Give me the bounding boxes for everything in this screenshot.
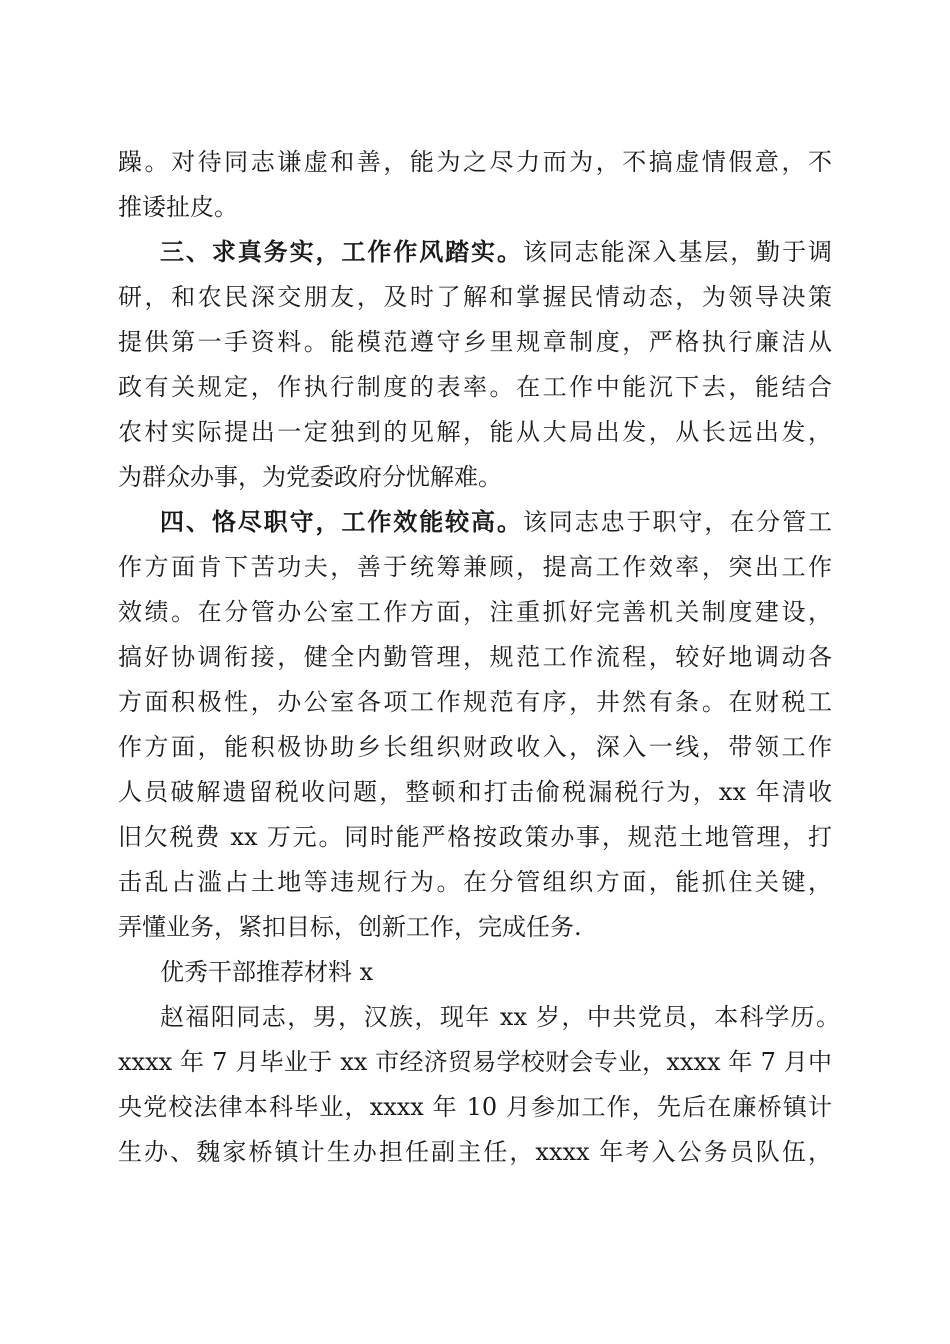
paragraph-line: 推诿扯皮。 — [118, 193, 238, 221]
paragraph-line: 弄懂业务，紧扣目标，创新工作，完成任务. — [118, 913, 582, 941]
paragraph-line: 搞好协调衔接，健全内勤管理，规范工作流程，较好地调动各 — [118, 643, 832, 671]
paragraph-line: 农村实际提出一定独到的见解，能从大局出发，从长远出发， — [118, 418, 832, 446]
paragraph-line: 旧欠税费 xx 万元。同时能严格按政策办事，规范土地管理，打 — [118, 823, 832, 851]
subtitle: 优秀干部推荐材料 x — [160, 958, 374, 986]
paragraph-line: xxxx 年 7 月毕业于 xx 市经济贸易学校财会专业，xxxx 年 7 月中 — [118, 1048, 832, 1076]
paragraph-line: 赵福阳同志，男，汉族，现年 xx 岁，中共党员，本科学历。 — [160, 1003, 840, 1031]
paragraph-line: 研，和农民深交朋友，及时了解和掌握民情动态，为领导决策 — [118, 283, 832, 311]
paragraph-line: 方面积极性，办公室各项工作规范有序，井然有条。在财税工 — [118, 688, 832, 716]
section-heading-4 — [160, 502, 832, 542]
heading-text: 三、求真务实，工作作风踏实。 — [160, 238, 523, 266]
paragraph-line: 击乱占滥占土地等违规行为。在分管组织方面，能抓住关键， — [118, 868, 832, 896]
paragraph-line: 躁。对待同志谦虚和善，能为之尽力而为，不搞虚情假意，不 — [118, 148, 832, 176]
paragraph-line: 政有关规定，作执行制度的表率。在工作中能沉下去，能结合 — [118, 373, 832, 401]
paragraph-line: 为群众办事，为党委政府分忧解难。 — [118, 463, 502, 491]
paragraph-line: 生办、魏家桥镇计生办担任副主任，xxxx 年考入公务员队伍， — [118, 1138, 832, 1166]
paragraph-line: 央党校法律本科毕业，xxxx 年 10 月参加工作，先后在廉桥镇计 — [118, 1093, 832, 1121]
paragraph-line: 作方面肯下苦功夫，善于统筹兼顾，提高工作效率，突出工作 — [118, 553, 832, 581]
paragraph-line: 提供第一手资料。能模范遵守乡里规章制度，严格执行廉洁从 — [118, 328, 832, 356]
paragraph-line: 效绩。在分管办公室工作方面，注重抓好完善机关制度建设， — [118, 598, 832, 626]
heading-text: 四、恪尽职守，工作效能较高。 — [160, 508, 523, 536]
heading-body-text: 该同志忠于职守，在分管工 — [522, 508, 832, 536]
paragraph-line: 作方面，能积极协助乡长组织财政收入，深入一线，带领工作 — [118, 733, 832, 761]
heading-body-text: 该同志能深入基层，勤于调 — [522, 238, 832, 266]
section-heading-3 — [160, 232, 832, 272]
paragraph-line: 人员破解遗留税收问题，整顿和打击偷税漏税行为，xx 年清收 — [118, 778, 832, 806]
